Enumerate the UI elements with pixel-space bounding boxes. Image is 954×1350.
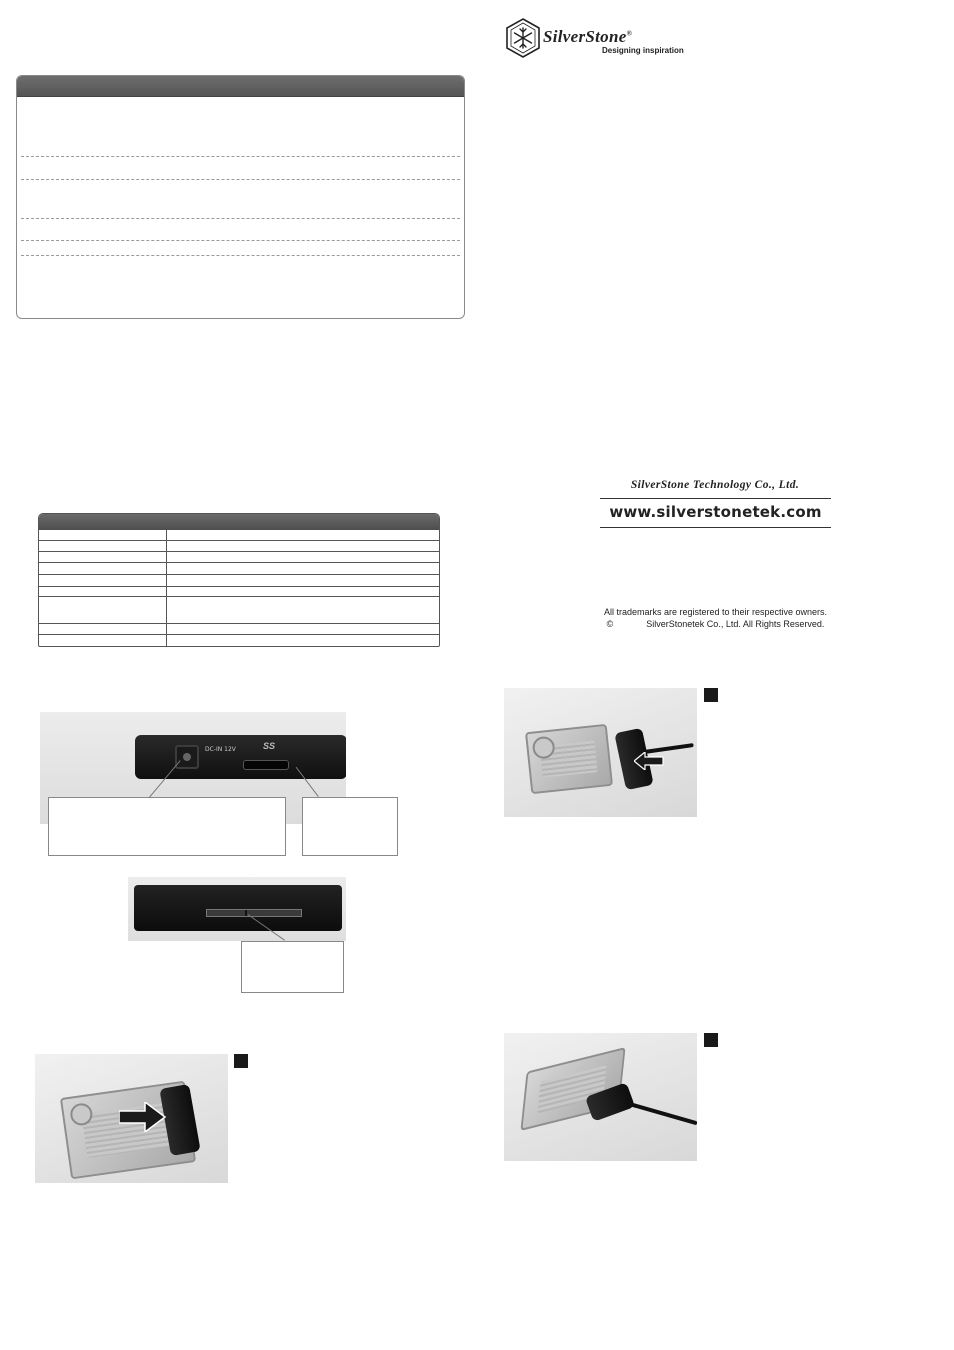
- table-row: [39, 552, 439, 563]
- table-row: [39, 530, 439, 541]
- usb-superspeed-logo: SS: [263, 741, 276, 751]
- table-row: [39, 597, 439, 624]
- dashed-divider: [21, 218, 460, 219]
- brand-name: SilverStone®: [543, 27, 633, 46]
- sata-connector-photo: [128, 877, 346, 941]
- copyright-symbol: ©: [606, 619, 614, 629]
- usb-port-callout-box: [302, 797, 398, 856]
- dashed-divider: [21, 179, 460, 180]
- step-marker: [704, 688, 718, 702]
- dc-in-jack-icon: [175, 745, 199, 769]
- dc-in-label: DC-IN 12V: [205, 746, 236, 753]
- table-row: [39, 575, 439, 587]
- brand-tagline: Designing inspiration: [602, 46, 684, 55]
- step-marker: [234, 1054, 248, 1068]
- dashed-divider: [21, 255, 460, 256]
- hard-drive-image: [525, 724, 613, 794]
- dashed-divider: [21, 156, 460, 157]
- snowflake-hexagon-icon: [505, 18, 541, 58]
- website-url: www.silverstonetek.com: [609, 503, 822, 521]
- rule-line: [600, 527, 831, 528]
- enclosure-body: [135, 735, 346, 779]
- info-panel: [16, 75, 465, 319]
- usb-cable-image: [625, 1101, 697, 1125]
- trademark-notice: All trademarks are registered to their respective owners.: [603, 607, 828, 617]
- table-row: [39, 587, 439, 597]
- arrow-left-icon: [634, 752, 664, 770]
- step-photo-insert-drive: [35, 1054, 228, 1183]
- step-photo-connected-drive: [504, 1033, 697, 1161]
- copyright-notice: [600, 619, 831, 629]
- arrow-right-icon: [119, 1102, 167, 1132]
- dc-in-callout-box: [48, 797, 286, 856]
- sata-connector-icon: [206, 909, 302, 917]
- step-photo-remove-adapter: [504, 688, 697, 817]
- step-marker: [704, 1033, 718, 1047]
- table-row: [39, 624, 439, 635]
- info-panel-header: [17, 76, 464, 97]
- usb-micro-b-port-icon: [243, 760, 289, 770]
- brand-logo: [505, 18, 695, 62]
- table-row: [39, 563, 439, 575]
- enclosure-body: [134, 885, 342, 931]
- table-row: [39, 541, 439, 552]
- copyright-text: SilverStonetek Co., Ltd. All Rights Reserved.: [646, 619, 825, 629]
- company-name: SilverStone Technology Co., Ltd.: [630, 479, 800, 491]
- specification-table-header: [39, 514, 439, 530]
- sata-callout-box: [241, 941, 344, 993]
- dashed-divider: [21, 240, 460, 241]
- specification-table: [38, 513, 440, 647]
- rule-line: [600, 498, 831, 499]
